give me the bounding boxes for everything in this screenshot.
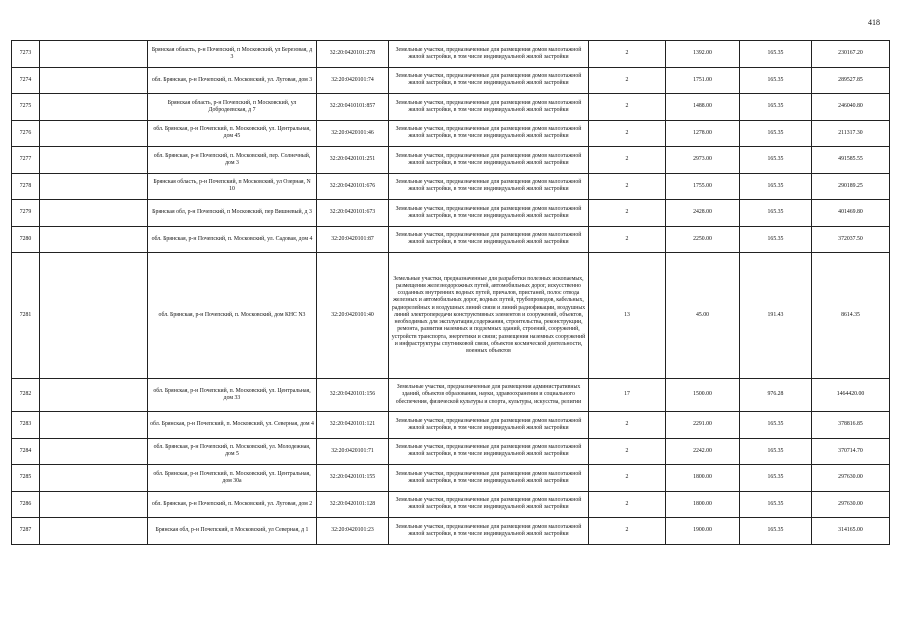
- row-id: 7281: [12, 253, 40, 379]
- table-row: [12, 412, 890, 439]
- blank-cell: [40, 438, 148, 465]
- group-cell: 2: [589, 120, 666, 147]
- cadastral-value-cell: 8614.35: [812, 253, 890, 379]
- address-cell: обл. Брянская, р-н Почепский, п. Московский, дом КНС N3: [148, 253, 317, 379]
- area-cell: 2242.00: [666, 438, 740, 465]
- blank-cell: [40, 94, 148, 121]
- land-use-cell: Земельные участки, предназначенные для размещения административных зданий, объектов образования, науки, здравоохранения и социального обеспечения, физической культуры и спорта, культуры, искусства, религии: [389, 379, 589, 412]
- group-cell: 2: [589, 147, 666, 174]
- cadastral-value-cell: 211317.30: [812, 120, 890, 147]
- address-cell: обл. Брянская, р-н Почепский, п. Московский, ул. Луговая, дом 3: [148, 67, 317, 94]
- address-cell: Брянская обл, р-н Почепский, п Московский, пер Вишневый, д 3: [148, 200, 317, 227]
- cadastral-number-cell: 32:20:0420101:676: [317, 173, 389, 200]
- row-id: 7274: [12, 67, 40, 94]
- cadastral-number-cell: 32:20:0420101:673: [317, 200, 389, 227]
- cadastral-number-cell: 32:20:0420101:121: [317, 412, 389, 439]
- address-cell: обл. Брянская, р-н Почепский, п. Московский, ул. Луговая, дом 2: [148, 491, 317, 518]
- cadastral-number-cell: 32:20:0420101:155: [317, 465, 389, 492]
- area-cell: 1755.00: [666, 173, 740, 200]
- land-use-cell: Земельные участки, предназначенные для размещения домов малоэтажной жилой застройки, в том числе индивидуальной жилой застройки: [389, 465, 589, 492]
- blank-cell: [40, 518, 148, 545]
- land-use-cell: Земельные участки, предназначенные для разработки полезных ископаемых, размещения железнодорожных путей, автомобильных дорог, искусственно созданных внутренних водных путей, причалов, пристаней, полос отвода железных и автомобильных дорог, водных путей, трубопроводов, кабельных, радиорелейных и воздушных линий связи и линий радиофикации, воздушных линий электропередачи конструктивных элементов и сооружений, объектов, необходимых для эксплуатации,содержания, строительства, реконструкции, ремонта, развития наземных и подземных зданий, строений, сооружений, устройств транспорта, энергетики и связи; размещения наземных сооружений и инфраструктуры спутниковой связи, объектов космической деятельности, военных объектов: [389, 253, 589, 379]
- area-cell: 1751.00: [666, 67, 740, 94]
- rate-cell: 165.35: [740, 147, 812, 174]
- rate-cell: 165.35: [740, 518, 812, 545]
- address-cell: Брянская область, р-н Почепский, п Московский, ул Добродеевская, д 7: [148, 94, 317, 121]
- group-cell: 2: [589, 438, 666, 465]
- cadastral-value-cell: 290189.25: [812, 173, 890, 200]
- land-use-cell: Земельные участки, предназначенные для размещения домов малоэтажной жилой застройки, в том числе индивидуальной жилой застройки: [389, 412, 589, 439]
- row-id: 7287: [12, 518, 40, 545]
- table-body: [12, 41, 890, 545]
- area-cell: 1800.00: [666, 491, 740, 518]
- table-row: [12, 379, 890, 412]
- blank-cell: [40, 147, 148, 174]
- row-id: 7280: [12, 226, 40, 253]
- group-cell: 13: [589, 253, 666, 379]
- area-cell: 2428.00: [666, 200, 740, 227]
- address-cell: Брянская область, р-н Почепский, п Московский, ул Озерная, N 10: [148, 173, 317, 200]
- table-row: [12, 465, 890, 492]
- address-cell: Брянская обл, р-н Почепский, п Московский, ул Северная, д 1: [148, 518, 317, 545]
- row-id: 7279: [12, 200, 40, 227]
- cadastral-number-cell: 32:20:0420101:87: [317, 226, 389, 253]
- area-cell: 1800.00: [666, 465, 740, 492]
- group-cell: 2: [589, 465, 666, 492]
- table-row: [12, 253, 890, 379]
- table-row: [12, 518, 890, 545]
- table-row: [12, 41, 890, 68]
- area-cell: 1392.00: [666, 41, 740, 68]
- group-cell: 2: [589, 226, 666, 253]
- address-cell: обл. Брянская, р-н Почепский, п. Московский, ул. Садовая, дом 4: [148, 226, 317, 253]
- table-row: [12, 147, 890, 174]
- cadastral-value-cell: 370714.70: [812, 438, 890, 465]
- group-cell: 2: [589, 491, 666, 518]
- area-cell: 1900.00: [666, 518, 740, 545]
- group-cell: 2: [589, 67, 666, 94]
- cadastral-value-cell: 491585.55: [812, 147, 890, 174]
- row-id: 7286: [12, 491, 40, 518]
- address-cell: обл. Брянская, р-н Почепский, п. Московский, ул. Центральная, дом 30а: [148, 465, 317, 492]
- blank-cell: [40, 67, 148, 94]
- row-id: 7284: [12, 438, 40, 465]
- blank-cell: [40, 120, 148, 147]
- cadastral-number-cell: 32:20:0420101:71: [317, 438, 389, 465]
- page-number: 418: [868, 18, 880, 27]
- table-row: [12, 491, 890, 518]
- address-cell: обл. Брянская, р-н Почепский, п. Московский, пер. Солнечный, дом 3: [148, 147, 317, 174]
- area-cell: 1500.00: [666, 379, 740, 412]
- land-use-cell: Земельные участки, предназначенные для размещения домов малоэтажной жилой застройки, в том числе индивидуальной жилой застройки: [389, 200, 589, 227]
- land-use-cell: Земельные участки, предназначенные для размещения домов малоэтажной жилой застройки, в том числе индивидуальной жилой застройки: [389, 147, 589, 174]
- rate-cell: 165.35: [740, 67, 812, 94]
- table-row: [12, 226, 890, 253]
- table-row: [12, 120, 890, 147]
- land-use-cell: Земельные участки, предназначенные для размещения домов малоэтажной жилой застройки, в том числе индивидуальной жилой застройки: [389, 226, 589, 253]
- group-cell: 2: [589, 200, 666, 227]
- cadastral-value-cell: 401469.80: [812, 200, 890, 227]
- cadastral-value-cell: 372037.50: [812, 226, 890, 253]
- blank-cell: [40, 200, 148, 227]
- group-cell: 17: [589, 379, 666, 412]
- blank-cell: [40, 226, 148, 253]
- cadastral-value-cell: 230167.20: [812, 41, 890, 68]
- cadastral-value-cell: 378816.85: [812, 412, 890, 439]
- row-id: 7277: [12, 147, 40, 174]
- cadastral-value-cell: 246040.80: [812, 94, 890, 121]
- rate-cell: 165.35: [740, 94, 812, 121]
- blank-cell: [40, 253, 148, 379]
- table-row: [12, 438, 890, 465]
- row-id: 7275: [12, 94, 40, 121]
- address-cell: обл. Брянская, р-н Почепский, п. Московский, ул. Центральная, дом 45: [148, 120, 317, 147]
- group-cell: 2: [589, 173, 666, 200]
- area-cell: 2973.00: [666, 147, 740, 174]
- address-cell: обл. Брянская, р-н Почепский, п. Московский, ул. Молодежная, дом 5: [148, 438, 317, 465]
- land-use-cell: Земельные участки, предназначенные для размещения домов малоэтажной жилой застройки, в том числе индивидуальной жилой застройки: [389, 67, 589, 94]
- cadastral-number-cell: 32:20:0420101:23: [317, 518, 389, 545]
- cadastral-number-cell: 32:20:0420101:278: [317, 41, 389, 68]
- blank-cell: [40, 465, 148, 492]
- land-use-cell: Земельные участки, предназначенные для размещения домов малоэтажной жилой застройки, в том числе индивидуальной жилой застройки: [389, 94, 589, 121]
- land-use-cell: Земельные участки, предназначенные для размещения домов малоэтажной жилой застройки, в том числе индивидуальной жилой застройки: [389, 438, 589, 465]
- group-cell: 2: [589, 94, 666, 121]
- rate-cell: 165.35: [740, 200, 812, 227]
- land-use-cell: Земельные участки, предназначенные для размещения домов малоэтажной жилой застройки, в том числе индивидуальной жилой застройки: [389, 120, 589, 147]
- rate-cell: 165.35: [740, 41, 812, 68]
- blank-cell: [40, 491, 148, 518]
- rate-cell: 165.35: [740, 173, 812, 200]
- address-cell: обл. Брянская, р-н Почепский, п. Московский, ул. Центральная, дом 33: [148, 379, 317, 412]
- rate-cell: 165.35: [740, 465, 812, 492]
- area-cell: 45.00: [666, 253, 740, 379]
- cadastral-number-cell: 32:20:0410101:857: [317, 94, 389, 121]
- blank-cell: [40, 379, 148, 412]
- table-row: [12, 67, 890, 94]
- area-cell: 2291.00: [666, 412, 740, 439]
- rate-cell: 191.43: [740, 253, 812, 379]
- row-id: 7278: [12, 173, 40, 200]
- cadastral-value-cell: 314165.00: [812, 518, 890, 545]
- table-row: [12, 200, 890, 227]
- blank-cell: [40, 173, 148, 200]
- row-id: 7285: [12, 465, 40, 492]
- rate-cell: 165.35: [740, 226, 812, 253]
- rate-cell: 165.35: [740, 438, 812, 465]
- cadastral-number-cell: 32:20:0420101:40: [317, 253, 389, 379]
- cadastral-registry-table: [11, 40, 890, 545]
- cadastral-number-cell: 32:20:0420101:46: [317, 120, 389, 147]
- table-row: [12, 94, 890, 121]
- address-cell: обл. Брянская, р-н Почепский, п. Московский, ул. Северная, дом 4: [148, 412, 317, 439]
- land-use-cell: Земельные участки, предназначенные для размещения домов малоэтажной жилой застройки, в том числе индивидуальной жилой застройки: [389, 518, 589, 545]
- row-id: 7282: [12, 379, 40, 412]
- cadastral-number-cell: 32:20:0420101:128: [317, 491, 389, 518]
- area-cell: 1278.00: [666, 120, 740, 147]
- cadastral-value-cell: 289527.85: [812, 67, 890, 94]
- address-cell: Брянская область, р-н Почепский, п Московский, ул Березовая, д 3: [148, 41, 317, 68]
- area-cell: 1488.00: [666, 94, 740, 121]
- blank-cell: [40, 412, 148, 439]
- row-id: 7283: [12, 412, 40, 439]
- land-use-cell: Земельные участки, предназначенные для размещения домов малоэтажной жилой застройки, в том числе индивидуальной жилой застройки: [389, 173, 589, 200]
- cadastral-value-cell: 297630.00: [812, 491, 890, 518]
- cadastral-value-cell: 1464420.00: [812, 379, 890, 412]
- row-id: 7273: [12, 41, 40, 68]
- group-cell: 2: [589, 518, 666, 545]
- cadastral-number-cell: 32:20:0420101:156: [317, 379, 389, 412]
- cadastral-value-cell: 297630.00: [812, 465, 890, 492]
- rate-cell: 165.35: [740, 491, 812, 518]
- group-cell: 2: [589, 41, 666, 68]
- land-use-cell: Земельные участки, предназначенные для размещения домов малоэтажной жилой застройки, в том числе индивидуальной жилой застройки: [389, 491, 589, 518]
- cadastral-number-cell: 32:20:0420101:74: [317, 67, 389, 94]
- blank-cell: [40, 41, 148, 68]
- table-row: [12, 173, 890, 200]
- area-cell: 2250.00: [666, 226, 740, 253]
- cadastral-number-cell: 32:20:0420101:251: [317, 147, 389, 174]
- land-use-cell: Земельные участки, предназначенные для размещения домов малоэтажной жилой застройки, в том числе индивидуальной жилой застройки: [389, 41, 589, 68]
- group-cell: 2: [589, 412, 666, 439]
- rate-cell: 976.28: [740, 379, 812, 412]
- row-id: 7276: [12, 120, 40, 147]
- rate-cell: 165.35: [740, 412, 812, 439]
- rate-cell: 165.35: [740, 120, 812, 147]
